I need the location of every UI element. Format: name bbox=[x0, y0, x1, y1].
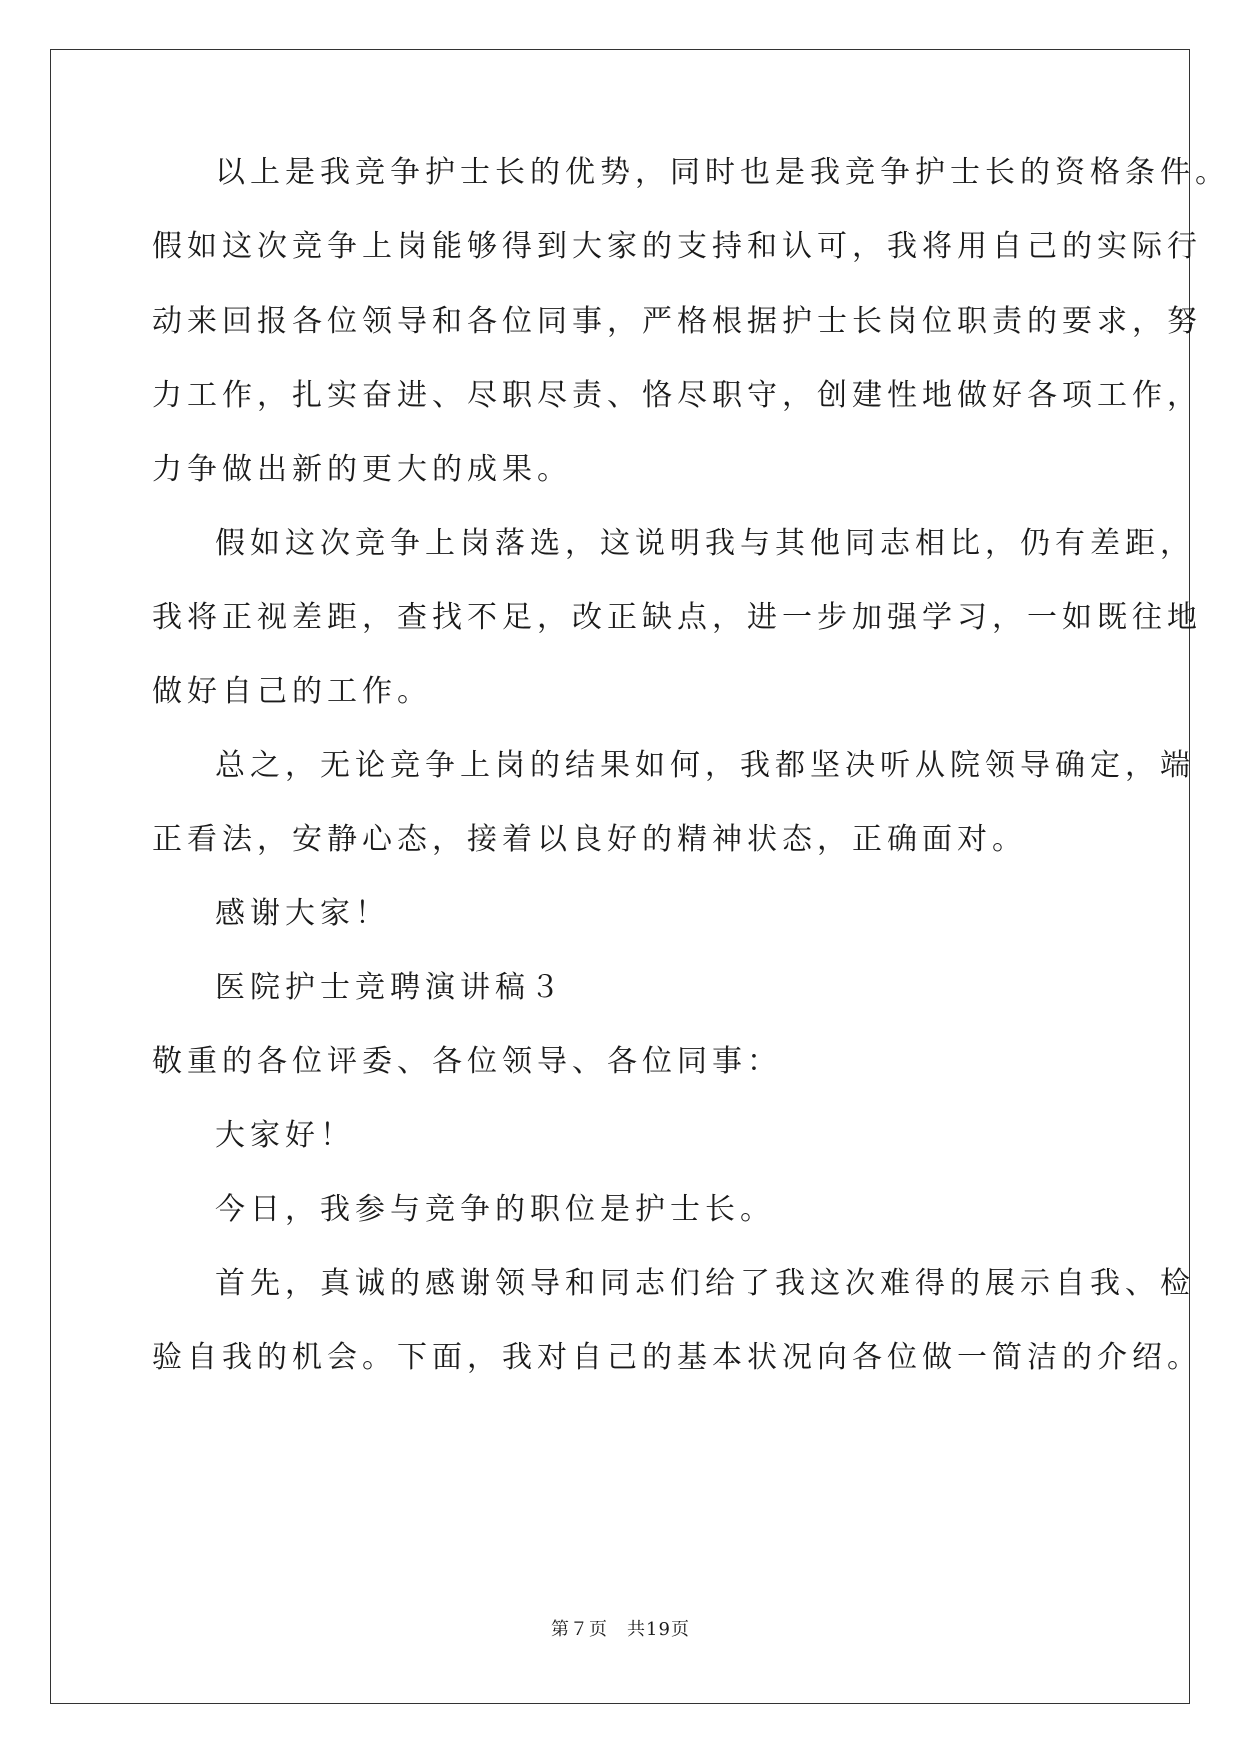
paragraph-line: 感谢大家！ bbox=[215, 896, 390, 931]
paragraph-line: 力工作，扎实奋进、尽职尽责、恪尽职守，创建性地做好各项工作， bbox=[152, 378, 1202, 413]
paragraph-line: 验自我的机会。下面，我对自己的基本状况向各位做一简洁的介绍。 bbox=[152, 1340, 1202, 1375]
salutation: 敬重的各位评委、各位领导、各位同事： bbox=[152, 1044, 782, 1079]
greeting: 大家好！ bbox=[215, 1118, 355, 1153]
paragraph-line: 我将正视差距，查找不足，改正缺点，进一步加强学习，一如既往地 bbox=[152, 600, 1202, 635]
paragraph-line: 做好自己的工作。 bbox=[152, 674, 432, 709]
page-border bbox=[50, 49, 1190, 1704]
paragraph-line: 动来回报各位领导和各位同事，严格根据护士长岗位职责的要求，努 bbox=[152, 304, 1202, 339]
paragraph-line: 正看法，安静心态，接着以良好的精神状态，正确面对。 bbox=[152, 822, 1027, 857]
paragraph-line: 假如这次竞争上岗落选，这说明我与其他同志相比，仍有差距， bbox=[215, 526, 1195, 561]
paragraph-line: 以上是我竞争护士长的优势，同时也是我竞争护士长的资格条件。 bbox=[215, 155, 1230, 190]
paragraph-line: 力争做出新的更大的成果。 bbox=[152, 452, 572, 487]
section-title: 医院护士竞聘演讲稿３ bbox=[215, 970, 565, 1005]
paragraph-line: 首先，真诚的感谢领导和同志们给了我这次难得的展示自我、检 bbox=[215, 1266, 1195, 1301]
paragraph-line: 今日，我参与竞争的职位是护士长。 bbox=[215, 1192, 775, 1227]
paragraph-line: 总之，无论竞争上岗的结果如何，我都坚决听从院领导确定，端 bbox=[215, 748, 1195, 783]
page-number: 第７页 共19页 bbox=[551, 1619, 690, 1640]
paragraph-line: 假如这次竞争上岗能够得到大家的支持和认可，我将用自己的实际行 bbox=[152, 229, 1202, 264]
